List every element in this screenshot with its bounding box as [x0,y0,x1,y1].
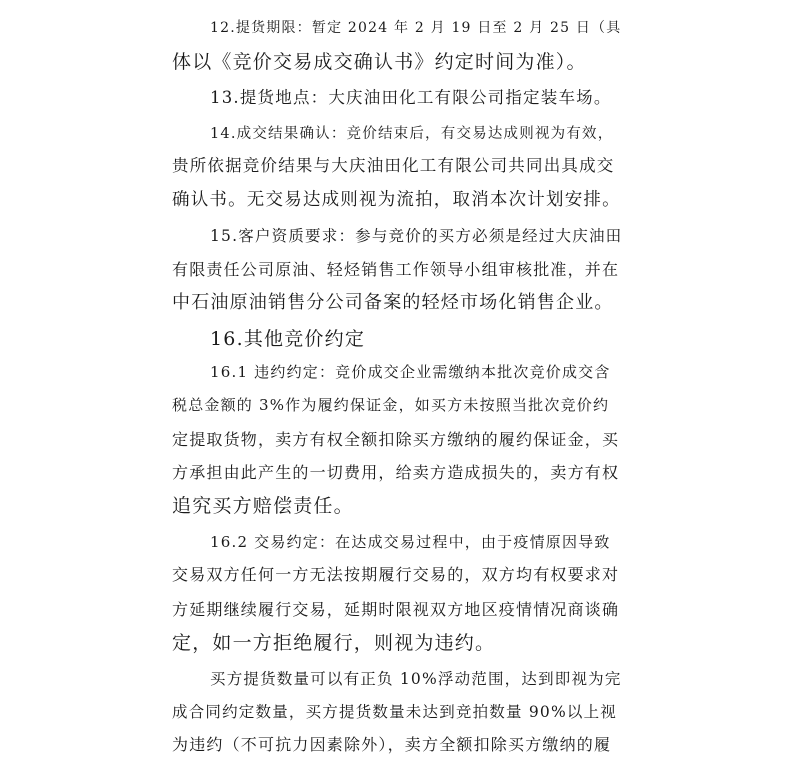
text-line: 税总金额的 3%作为履约保证金，如买方未按照当批次竞价约 [172,396,610,414]
text-line: 有限责任公司原油、轻烃销售工作领导小组审核批准，并在 [172,260,620,279]
text-line-clause-14: 14.成交结果确认：竞价结束后，有交易达成则视为有效， [210,126,614,142]
text-line-quantity-clause: 买方提货数量可以有正负 10%浮动范围，达到即视为完 [210,670,622,688]
text-line: 方承担由此产生的一切费用，给卖方造成损失的，卖方有权 [172,463,620,482]
text-line: 贵所依据竞价结果与大庆油田化工有限公司共同出具成交 [172,156,615,175]
text-line: 定提取货物，卖方有权全额扣除买方缴纳的履约保证金，买 [172,430,620,449]
text-line: 追究买方赔偿责任。 [172,495,354,517]
text-line: 定，如一方拒绝履行，则视为违约。 [172,632,496,654]
section-heading-clause-16: 16.其他竞价约定 [210,328,366,350]
text-line: 交易双方任何一方无法按期履行交易的，双方均有权要求对 [172,565,620,584]
text-line: 方延期继续履行交易，延期时限视双方地区疫情情况商谈确 [172,600,620,619]
text-line: 中石油原油销售分公司备案的轻烃市场化销售企业。 [172,292,614,313]
text-line: 确认书。无交易达成则视为流拍，取消本次计划安排。 [172,190,621,210]
text-line-clause-15: 15.客户资质要求：参与竞价的买方必须是经过大庆油田 [210,227,623,245]
text-line: 成合同约定数量，买方提货数量未达到竞拍数量 90%以上视 [172,703,617,721]
text-line: 为违约（不可抗力因素除外），卖方全额扣除买方缴纳的履 [172,735,612,754]
text-line-clause-16-2: 16.2 交易约定：在达成交易过程中，由于疫情原因导致 [210,533,611,551]
text-line-clause-12: 12.提货期限：暂定 2024 年 2 月 19 日至 2 月 25 日（具 [210,20,622,36]
text-line-clause-13: 13.提货地点：大庆油田化工有限公司指定装车场。 [210,88,612,107]
text-line: 体以《竞价交易成交确认书》约定时间为准）。 [172,51,587,73]
text-line-clause-16-1: 16.1 违约约定：竞价成交企业需缴纳本批次竞价成交含 [210,363,611,381]
